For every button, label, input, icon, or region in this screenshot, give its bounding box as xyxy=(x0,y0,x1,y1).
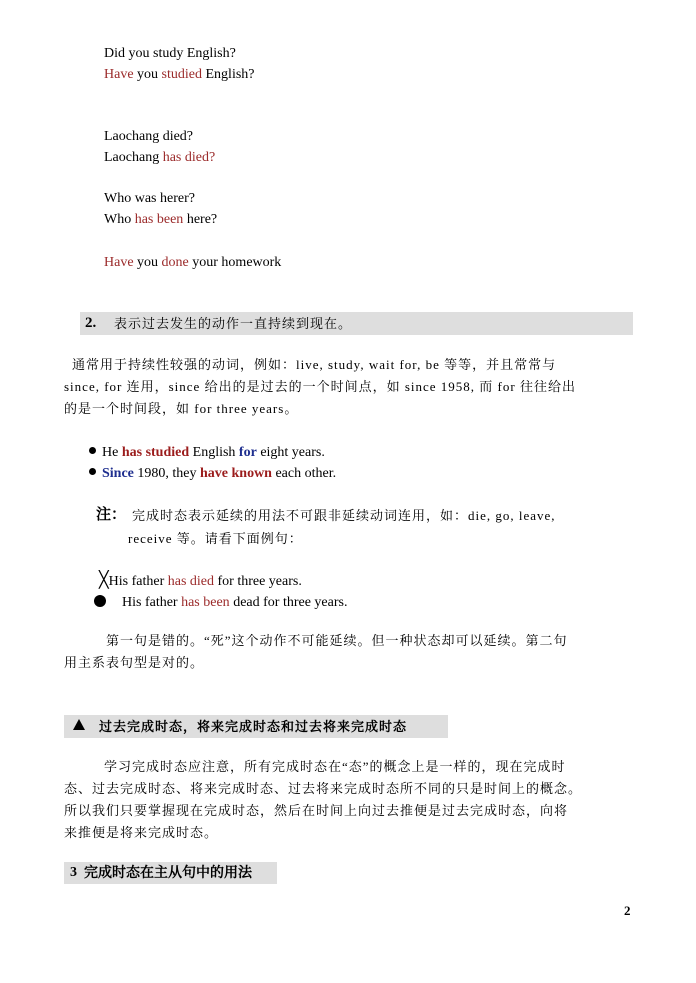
note-text: 完成时态表示延续的用法不可跟非延续动词连用，如：die, go, leave, xyxy=(132,508,556,523)
answer-line: Have you studied English? xyxy=(104,67,255,82)
paragraph-line: since, for 连用，since 给出的是过去的一个时间点，如 since 1958, 而 for 往往给出 xyxy=(64,379,576,394)
cross-icon: ╳ xyxy=(99,572,109,589)
bullet-icon xyxy=(89,447,96,454)
answer-line: Who has been here? xyxy=(104,212,218,227)
section-title: 表示过去发生的动作一直持续到现在。 xyxy=(114,316,353,331)
comment-line: 第一句是错的。“死”这个动作不可能延续。但一种状态却可以延续。第二句 xyxy=(106,633,568,648)
question-line: Did you study English? xyxy=(104,46,236,61)
note-text: receive 等。请看下面例句： xyxy=(128,531,303,546)
paragraph-line: 学习完成时态应注意，所有完成时态在“态”的概念上是一样的，现在完成时 xyxy=(104,759,566,774)
comment-line: 用主系表句型是对的。 xyxy=(64,655,205,670)
example-line: Since 1980, they have known each other. xyxy=(89,465,336,483)
triangle-icon xyxy=(73,718,85,736)
wrong-example: ╳His father has died for three years. xyxy=(99,572,302,589)
note-label: 注： xyxy=(96,507,127,523)
section-number: 2. xyxy=(85,315,97,331)
answer-line: Laochang has died? xyxy=(104,150,216,165)
page-number: 2 xyxy=(624,903,631,918)
paragraph-line: 所以我们只要掌握现在完成时态，然后在时间上向过去推便是过去完成时态，向将 xyxy=(64,803,569,818)
section-title: 完成时态在主从句中的用法 xyxy=(84,865,252,881)
paragraph-line: 来推便是将来完成时态。 xyxy=(64,825,219,840)
paragraph-line: 的是一个时间段，如 for three years。 xyxy=(64,401,299,416)
bullet-icon xyxy=(89,468,96,475)
answer-line: Have you done your homework xyxy=(104,255,282,270)
section-title: 过去完成时态，将来完成时态和过去将来完成时态 xyxy=(99,719,408,734)
question-line: Who was herer? xyxy=(104,191,195,206)
question-line: Laochang died? xyxy=(104,129,194,144)
paragraph-line: 态、过去完成时态、将来完成时态、过去将来完成时态所不同的只是时间上的概念。 xyxy=(64,781,583,796)
dot-icon xyxy=(94,595,106,607)
paragraph-line: 通常用于持续性较强的动词，例如：live, study, wait for, be 等等，并且常常与 xyxy=(72,357,557,372)
right-example: His father has been dead for three years. xyxy=(94,594,347,612)
section-number: 3 xyxy=(70,865,77,880)
example-line: He has studied English for eight years. xyxy=(89,444,325,462)
